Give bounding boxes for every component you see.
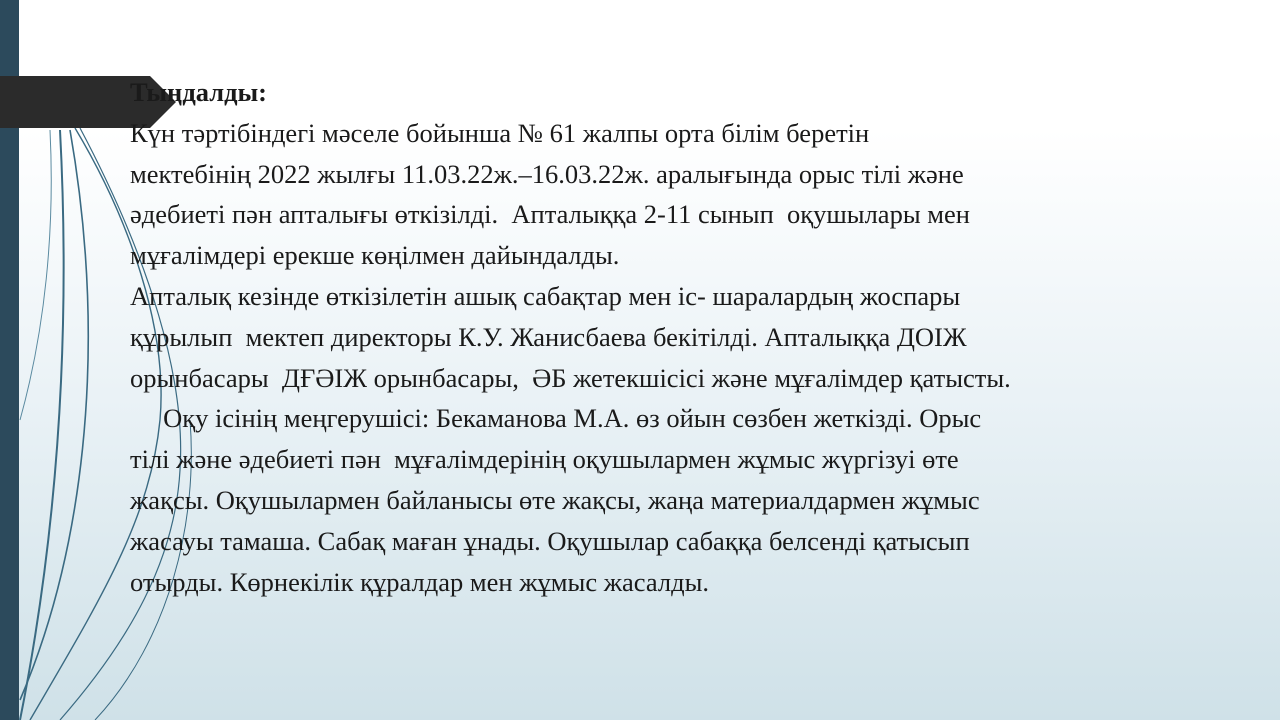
text-line: жақсы. Оқушылармен байланысы өте жақсы, жаңа материалдармен жұмыс xyxy=(130,484,980,515)
text-line: мұғалімдері ерекше көңілмен дайындалды. xyxy=(130,240,620,271)
text-line: Апталық кезінде өткізілетін ашық сабақтар мен іс- шаралардың жоспары xyxy=(130,280,961,311)
title-tab xyxy=(0,76,150,128)
text-line: орынбасары ДҒӘІЖ орынбасары, ӘБ жетекшісісі және мұғалімдер қатысты. xyxy=(130,362,1011,393)
text-line: жасауы тамаша. Сабақ маған ұнады. Оқушылар сабаққа белсенді қатысып xyxy=(130,525,970,556)
text-line: тілі және әдебиеті пән мұғалімдерінің оқушылармен жұмыс жүргізуі өте xyxy=(130,444,959,475)
slide-body xyxy=(130,72,1250,602)
text-line: мектебінің 2022 жылғы 11.03.22ж.–16.03.22ж. аралығында орыс тілі және xyxy=(130,158,964,189)
text-line: Күн тәртібіндегі мәселе бойынша № 61 жалпы орта білім беретін xyxy=(130,117,870,148)
text-line: Оқу ісінің меңгерушісі: Бекаманова М.А. өз ойын сөзбен жеткізді. Орыс xyxy=(130,403,982,434)
heading: Тыңдалды: xyxy=(130,77,267,107)
text-line: құрылып мектеп директоры К.У. Жанисбаева бекітілді. Апталыққа ДОІЖ xyxy=(130,321,967,352)
text-line: отырды. Көрнекілік құралдар мен жұмыс жасалды. xyxy=(130,566,710,597)
text-line: әдебиеті пән апталығы өткізілді. Апталыққа 2-11 сынып оқушылары мен xyxy=(130,199,970,230)
